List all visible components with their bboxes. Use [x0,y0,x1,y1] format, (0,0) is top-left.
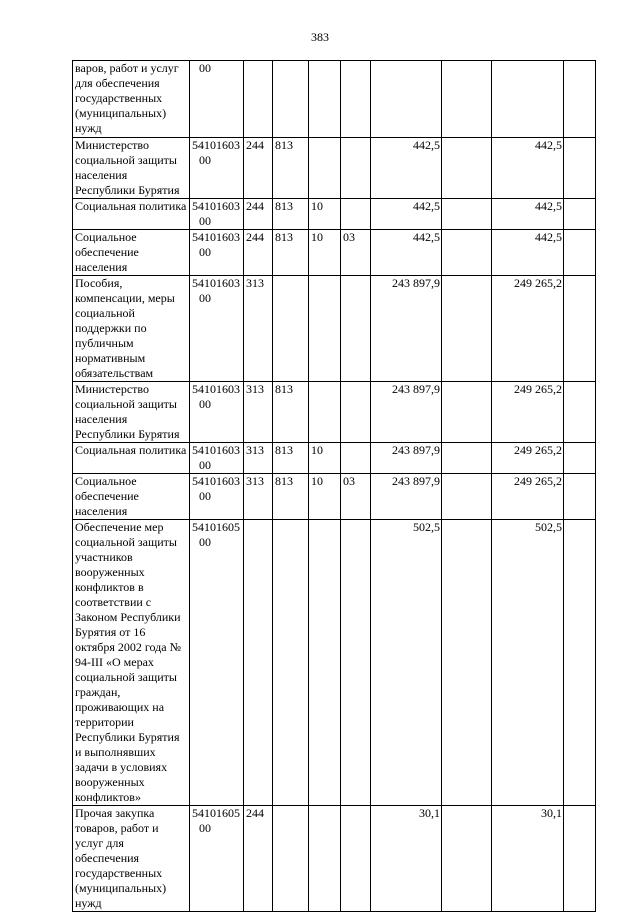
row-empty-cell [442,382,492,443]
row-amount-year1-cell: 243 897,9 [371,443,442,474]
row-name-cell: Пособия, компенсации, меры социальной поддержки по публичным нормативным обязательствам [73,276,190,382]
page-number: 383 [311,30,329,44]
row-ministry-code-cell [273,520,309,806]
row-amount-year1-cell: 243 897,9 [371,276,442,382]
row-amount-year2-cell: 442,5 [492,199,564,230]
row-target-article-cell [190,138,244,199]
target-article-suffix: 00 [199,214,211,228]
target-article-suffix: 00 [199,489,211,503]
row-empty-cell [564,276,596,382]
table-row [73,443,596,474]
row-name-cell: Социальная политика [73,443,190,474]
row-amount-year2-cell: 502,5 [492,520,564,806]
row-expense-type-cell: 244 [244,199,273,230]
row-ministry-code-cell [273,61,309,138]
row-empty-cell [564,382,596,443]
row-section-cell [309,520,341,806]
target-article-code: 54101605 [192,520,240,534]
row-amount-year1-cell: 442,5 [371,138,442,199]
row-subsection-cell [341,199,371,230]
row-empty-cell [442,474,492,520]
row-ministry-code-cell: 813 [273,474,309,520]
row-amount-year2-cell: 249 265,2 [492,382,564,443]
target-article-code: 54101603 [192,199,240,213]
target-article-suffix: 00 [199,397,211,411]
row-ministry-code-cell: 813 [273,443,309,474]
row-empty-cell [442,199,492,230]
row-empty-cell [442,61,492,138]
row-subsection-cell [341,138,371,199]
row-empty-cell [442,276,492,382]
table-row [73,230,596,276]
target-article-code: 54101603 [192,443,240,457]
row-expense-type-cell: 313 [244,276,273,382]
row-section-cell: 10 [309,199,341,230]
table-row [73,382,596,443]
row-name-cell: Социальная политика [73,199,190,230]
row-subsection-cell: 03 [341,474,371,520]
table-row [73,474,596,520]
row-subsection-cell [341,382,371,443]
row-empty-cell [564,474,596,520]
row-target-article-cell [190,474,244,520]
row-subsection-cell [341,276,371,382]
row-target-article-cell [190,230,244,276]
row-empty-cell [442,443,492,474]
row-amount-year2-cell: 249 265,2 [492,276,564,382]
target-article-code: 54101603 [192,138,240,152]
row-section-cell: 10 [309,474,341,520]
row-ministry-code-cell: 813 [273,138,309,199]
row-amount-year1-cell: 442,5 [371,230,442,276]
row-amount-year1-cell [371,61,442,138]
table-row [73,199,596,230]
row-section-cell [309,276,341,382]
row-name-cell: Социальное обеспечение населения [73,230,190,276]
table-row [73,276,596,382]
row-amount-year2-cell: 249 265,2 [492,474,564,520]
row-expense-type-cell: 313 [244,474,273,520]
row-ministry-code-cell: 813 [273,382,309,443]
row-ministry-code-cell [273,276,309,382]
target-article-suffix: 00 [199,458,211,472]
row-amount-year2-cell: 249 265,2 [492,443,564,474]
row-target-article-cell [190,520,244,806]
row-empty-cell [442,138,492,199]
row-name-cell: Министерство социальной защиты населения Республики Бурятия [73,138,190,199]
row-name-cell: Прочая закупка товаров, работ и услуг для обеспечения государственных (муниципальных) нужд [73,806,190,912]
target-article-suffix: 00 [199,821,211,835]
row-target-article-cell [190,199,244,230]
row-amount-year1-cell: 442,5 [371,199,442,230]
row-empty-cell [442,520,492,806]
row-empty-cell [442,806,492,912]
row-expense-type-cell [244,520,273,806]
target-article-code: 54101603 [192,230,240,244]
row-name-cell: Обеспечение мер социальной защиты участников вооруженных конфликтов в соответствии с Законом Республики Бурятия от 16 октября 2002 года № 94-III «О мерах социальной защиты граждан, проживающих на территории Республики Бурятия и выполнявших задачи в условиях вооруженных конфликтов» [73,520,190,806]
row-empty-cell [564,806,596,912]
row-amount-year2-cell: 442,5 [492,138,564,199]
row-expense-type-cell: 313 [244,382,273,443]
row-empty-cell [564,61,596,138]
row-amount-year1-cell: 243 897,9 [371,474,442,520]
row-name-cell: варов, работ и услуг для обеспечения государственных (муниципальных) нужд [73,61,190,138]
target-article-suffix: 00 [199,61,211,75]
row-amount-year2-cell: 30,1 [492,806,564,912]
target-article-suffix: 00 [199,535,211,549]
table-row [73,806,596,912]
target-article-suffix: 00 [199,245,211,259]
row-empty-cell [564,199,596,230]
row-subsection-cell [341,520,371,806]
row-section-cell [309,806,341,912]
row-name-cell: Социальное обеспечение населения [73,474,190,520]
row-empty-cell [564,520,596,806]
row-ministry-code-cell: 813 [273,230,309,276]
row-section-cell [309,61,341,138]
row-target-article-cell [190,443,244,474]
row-empty-cell [564,443,596,474]
row-expense-type-cell: 244 [244,806,273,912]
target-article-suffix: 00 [199,153,211,167]
row-subsection-cell [341,61,371,138]
target-article-code: 54101605 [192,806,240,820]
row-expense-type-cell: 244 [244,138,273,199]
row-target-article-cell [190,806,244,912]
row-empty-cell [564,138,596,199]
row-subsection-cell [341,443,371,474]
row-amount-year1-cell: 502,5 [371,520,442,806]
row-section-cell [309,382,341,443]
budget-table-body [73,61,596,912]
row-target-article-cell [190,382,244,443]
target-article-code: 54101603 [192,382,240,396]
row-expense-type-cell: 244 [244,230,273,276]
row-amount-year2-cell [492,61,564,138]
target-article-code: 54101603 [192,276,240,290]
row-expense-type-cell [244,61,273,138]
table-row [73,520,596,806]
row-section-cell [309,138,341,199]
table-row [73,61,596,138]
budget-table [72,60,596,912]
row-empty-cell [442,230,492,276]
row-ministry-code-cell: 813 [273,199,309,230]
row-ministry-code-cell [273,806,309,912]
row-amount-year2-cell: 442,5 [492,230,564,276]
row-amount-year1-cell: 30,1 [371,806,442,912]
row-target-article-cell [190,61,244,138]
row-amount-year1-cell: 243 897,9 [371,382,442,443]
table-row [73,138,596,199]
row-empty-cell [564,230,596,276]
row-section-cell: 10 [309,230,341,276]
target-article-code: 54101603 [192,474,240,488]
row-expense-type-cell: 313 [244,443,273,474]
row-subsection-cell [341,806,371,912]
row-target-article-cell [190,276,244,382]
row-subsection-cell: 03 [341,230,371,276]
row-section-cell: 10 [309,443,341,474]
row-name-cell: Министерство социальной защиты населения Республики Бурятия [73,382,190,443]
target-article-suffix: 00 [199,291,211,305]
